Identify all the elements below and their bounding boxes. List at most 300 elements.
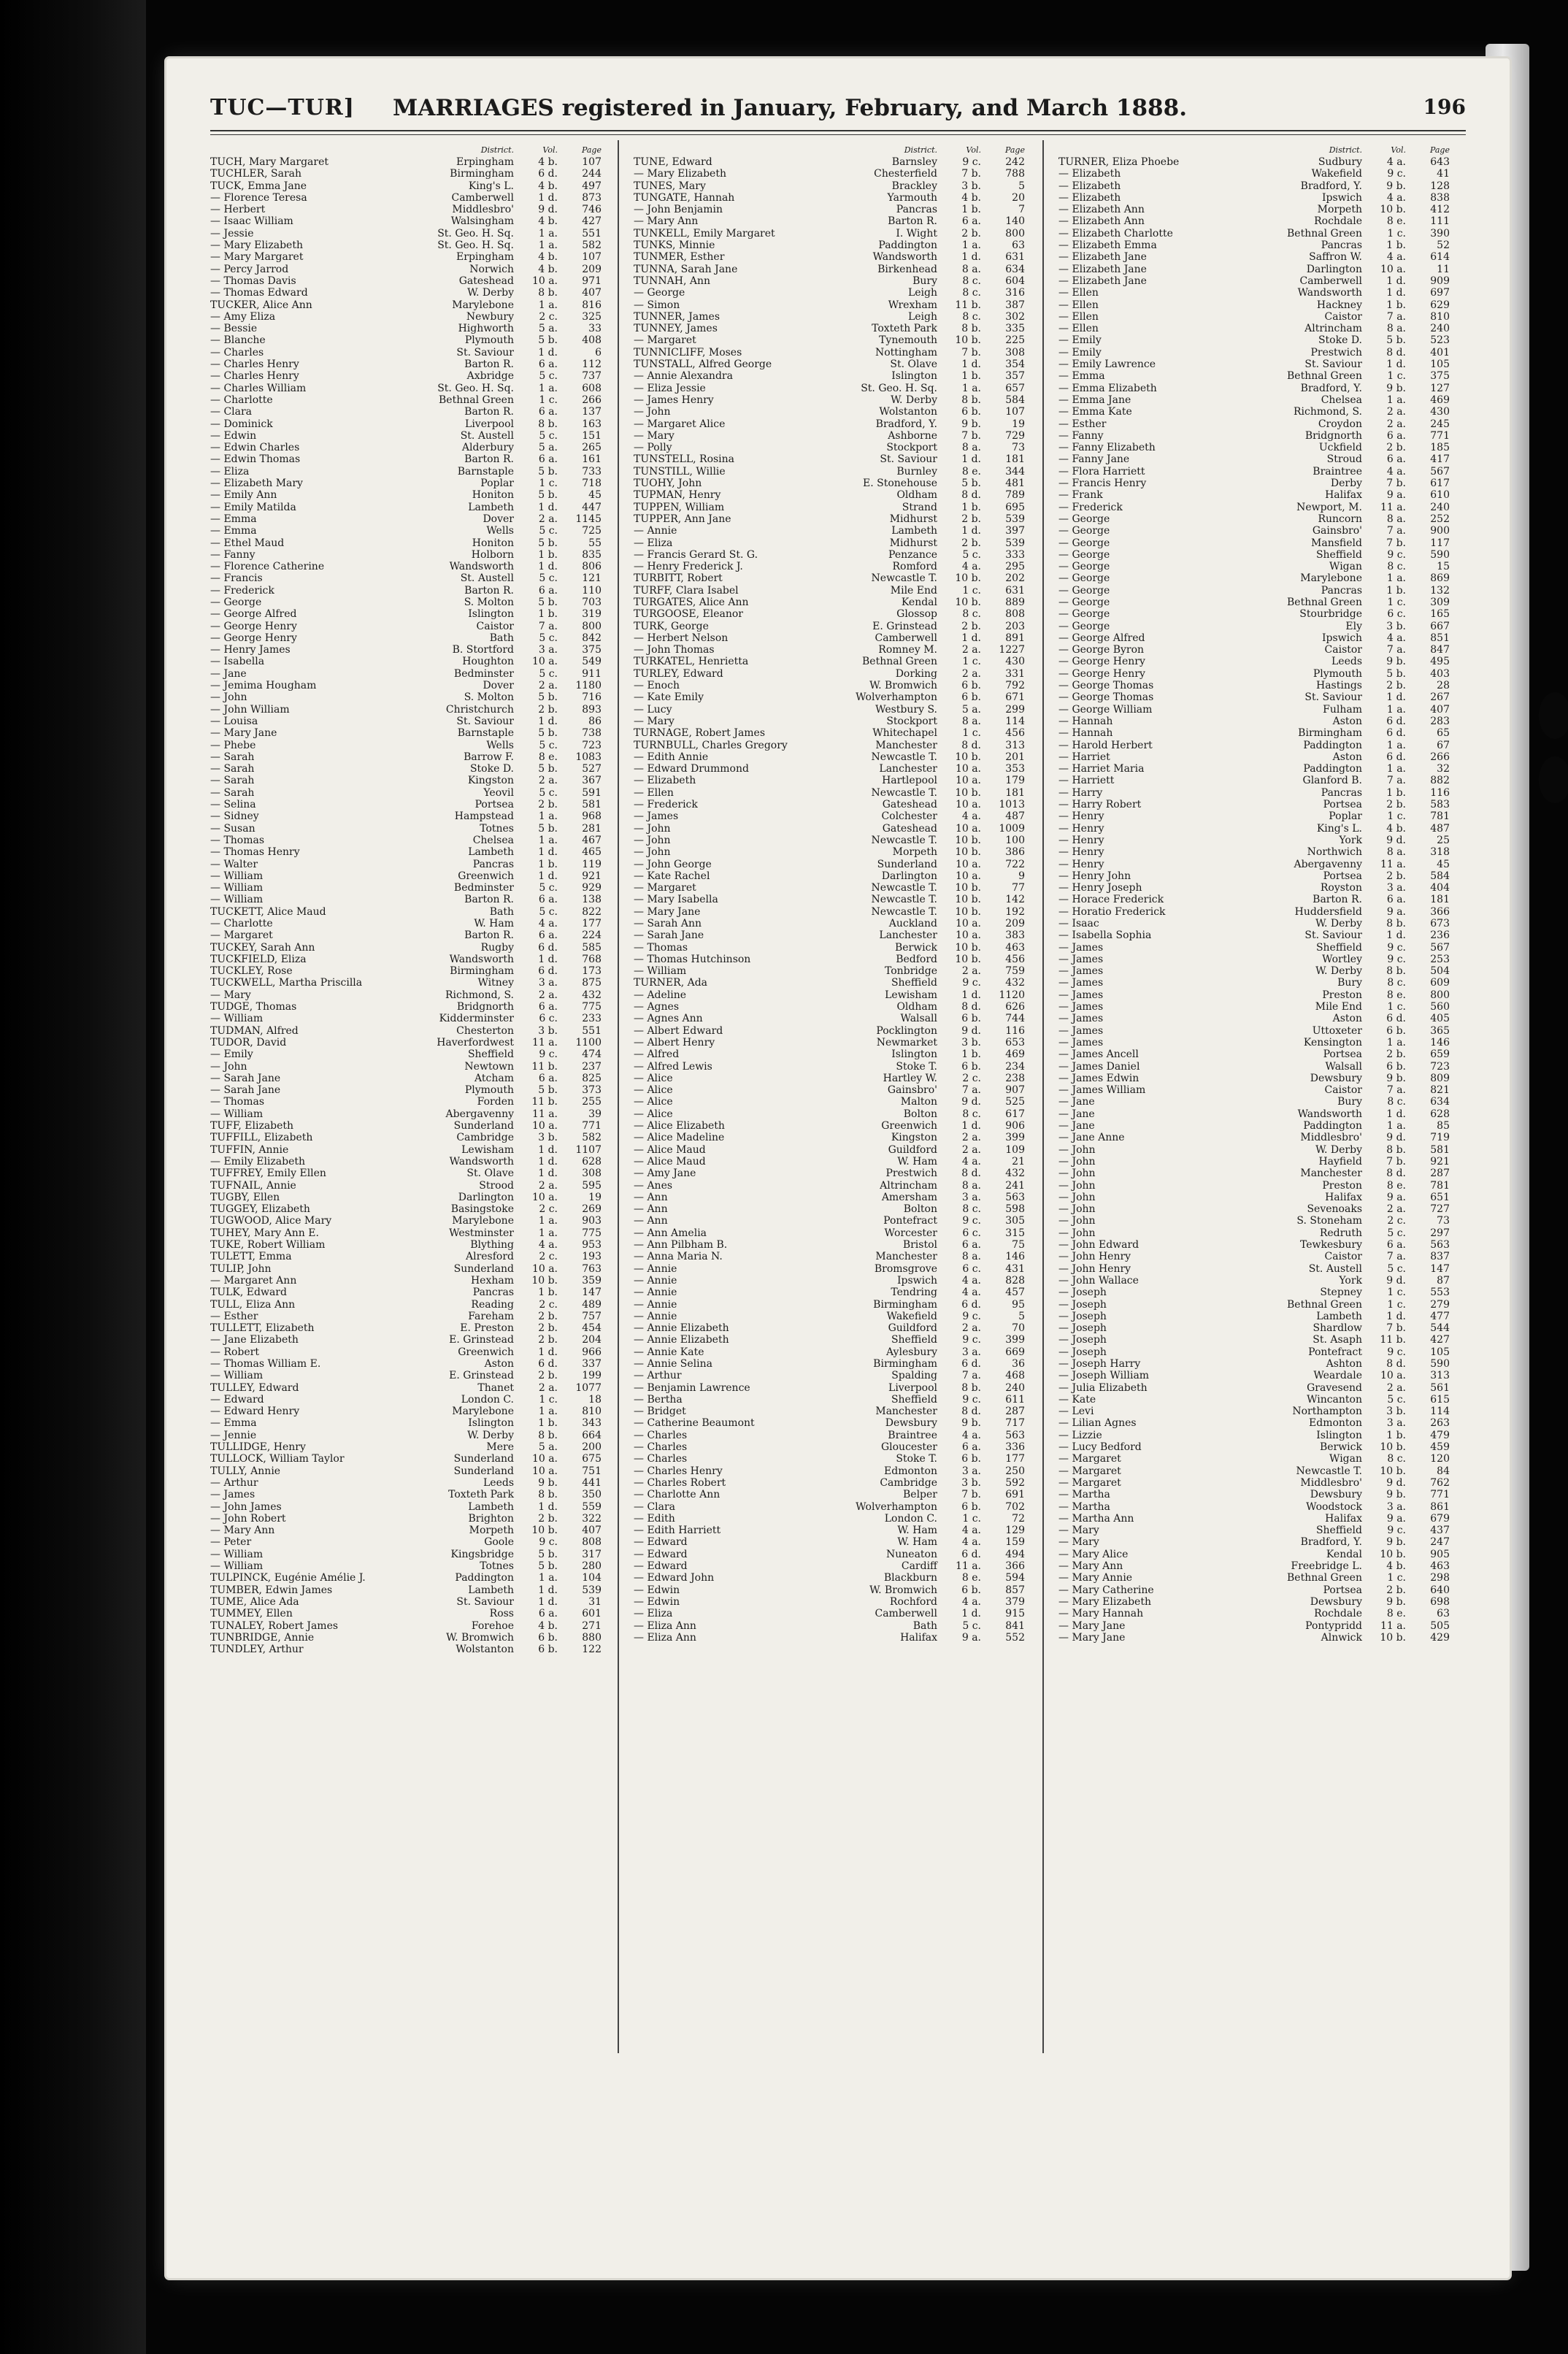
register-entry [1058, 835, 1453, 846]
entry-volume: 8 a. [961, 263, 981, 275]
entry-name-district [634, 989, 940, 1001]
header-rule-thin [210, 134, 1466, 135]
entry-name-district [210, 1203, 517, 1215]
entry-name: — Frederick [210, 584, 274, 597]
register-entry [210, 489, 604, 501]
entry-name-district [1058, 1084, 1365, 1096]
entry-district: Dewsbury [885, 1417, 937, 1430]
entry-name: — Margaret [634, 882, 696, 894]
entry-name: — Enoch [634, 680, 680, 692]
entry-name-district [1058, 846, 1365, 858]
entry-page: 525 [1005, 1096, 1025, 1108]
entry-district: Newmarket [876, 1036, 937, 1048]
register-entry [210, 1299, 604, 1311]
entry-name: — Sidney [210, 810, 259, 823]
register-entry [210, 1572, 604, 1584]
entry-page: 505 [1430, 1619, 1450, 1632]
entry-page: 757 [582, 1310, 602, 1322]
entry-page: 809 [1430, 1072, 1450, 1084]
entry-volume: 1 b. [961, 204, 981, 216]
register-entry [1058, 1382, 1453, 1394]
entry-volume: 10 b. [955, 941, 981, 954]
entry-name: — Mary Catherine [1058, 1584, 1154, 1596]
entry-volume: 10 b. [1380, 1441, 1406, 1454]
entry-name: — William [210, 870, 264, 882]
register-entry [210, 287, 604, 299]
entry-page: 110 [582, 584, 602, 597]
entry-name: — Ellen [634, 786, 674, 799]
entry-volume: 7 a. [961, 1370, 981, 1382]
entry-name-district [634, 1572, 940, 1584]
entry-district: Pocklington [876, 1024, 937, 1037]
register-entry [1058, 1168, 1453, 1179]
entry-page: 266 [1430, 751, 1450, 763]
entry-district: Yeovil [483, 786, 514, 799]
register-entry [210, 691, 604, 703]
entry-volume: 1 d. [538, 1346, 558, 1358]
register-entry [634, 442, 1028, 453]
punch-hole [1539, 692, 1568, 739]
entry-district: Barton R. [464, 406, 514, 418]
entry-district: Northwich [1307, 846, 1362, 859]
entry-name: — Henry Frederick J. [634, 561, 743, 573]
entry-page: 209 [582, 263, 602, 275]
entry-page: 427 [582, 215, 602, 228]
entry-name: — George William [1058, 703, 1153, 716]
entry-volume: 1 a. [538, 810, 558, 823]
entry-name-district [1058, 1334, 1365, 1346]
entry-district: Hartley W. [883, 1072, 937, 1084]
entry-name: — Alfred [634, 1048, 680, 1061]
entry-district: Darlington [881, 870, 937, 882]
entry-volume: 1 b. [1386, 584, 1406, 597]
entry-volume: 1 d. [961, 525, 981, 537]
register-entry [634, 215, 1028, 227]
register-entry [634, 1406, 1028, 1417]
entry-name-district [634, 1084, 940, 1096]
register-entry [210, 215, 604, 227]
entry-name-district [1058, 549, 1365, 561]
entry-name: — Lilian Agnes [1058, 1417, 1137, 1430]
entry-volume: 7 a. [961, 1084, 981, 1097]
entry-district: Camberwell [451, 191, 514, 204]
entry-name-district [634, 954, 940, 965]
register-entry [1058, 621, 1453, 632]
entry-district: Darlington [1306, 263, 1362, 275]
register-entry [210, 561, 604, 572]
entry-name-district [634, 656, 940, 667]
register-entry [210, 716, 604, 727]
entry-volume: 6 d. [1386, 751, 1406, 763]
entry-name: — Edward Henry [210, 1406, 300, 1418]
entry-name: — Florence Teresa [210, 191, 307, 204]
entry-district: Wakefield [886, 1310, 937, 1322]
entry-name: — Alice Elizabeth [634, 1120, 725, 1132]
entry-page: 567 [1430, 465, 1450, 478]
entry-district: Leigh [907, 287, 937, 299]
entry-volume: 9 b. [1386, 1595, 1406, 1608]
register-entry [210, 513, 604, 525]
entry-district: Cambridge [456, 1132, 514, 1144]
entry-name-district [634, 442, 940, 453]
entry-volume: 5 c. [539, 786, 558, 799]
entry-district: St. Asaph [1313, 1334, 1362, 1346]
entry-volume: 5 c. [539, 667, 558, 680]
entry-name-district [634, 287, 940, 299]
entry-name-district [210, 1513, 517, 1525]
entry-page: 746 [582, 204, 602, 216]
entry-name-district [1058, 180, 1365, 192]
entry-district: St. Saviour [1304, 359, 1362, 371]
entry-page: 383 [1005, 929, 1025, 942]
entry-name: — George [1058, 537, 1110, 549]
entry-volume: 5 b. [961, 478, 981, 490]
register-entry [634, 1370, 1028, 1381]
entry-volume: 3 b. [961, 1476, 981, 1489]
entry-volume: 6 a. [538, 1608, 558, 1620]
entry-district: Axbridge [466, 370, 514, 383]
register-entry [1058, 823, 1453, 835]
entry-district: W. Ham [897, 1525, 937, 1537]
entry-page: 432 [1005, 977, 1025, 989]
entry-district: Prestwich [1310, 346, 1362, 359]
entry-volume: 5 b. [538, 334, 558, 347]
entry-district: Ashton [1326, 1357, 1362, 1370]
entry-name-district [634, 1227, 940, 1239]
entry-page: 643 [1430, 156, 1450, 168]
entry-volume: 1 a. [538, 1215, 558, 1227]
register-entry [1058, 311, 1453, 323]
register-entry [210, 1108, 604, 1120]
entry-name: — Fanny Jane [1058, 453, 1130, 466]
entry-volume: 5 b. [538, 465, 558, 478]
entry-volume: 10 b. [1380, 1631, 1406, 1644]
entry-name-district [1058, 418, 1365, 430]
entry-page: 225 [1005, 334, 1025, 347]
entry-page: 407 [582, 287, 602, 299]
entry-district: Paddington [1303, 1120, 1362, 1132]
register-entry [210, 704, 604, 716]
entry-district: Morpeth [469, 1525, 514, 1537]
register-entry [210, 799, 604, 810]
register-entry [634, 513, 1028, 525]
entry-page: 111 [1430, 215, 1450, 228]
register-entry [634, 299, 1028, 311]
entry-district: Middlesbro' [452, 204, 514, 216]
entry-district: Paddington [878, 239, 937, 252]
entry-volume: 6 a. [961, 1441, 981, 1454]
entry-name: — Susan [210, 822, 255, 835]
entry-name-district [210, 251, 517, 263]
register-entry [1058, 1108, 1453, 1120]
entry-volume: 5 b. [538, 691, 558, 704]
entry-district: York [1339, 1274, 1362, 1287]
entry-name: — Ann [634, 1191, 668, 1203]
column-header-vol: Vol. [1391, 145, 1406, 155]
entry-name: — James Henry [634, 394, 714, 406]
entry-district: Romford [892, 561, 937, 573]
entry-name: — James [1058, 941, 1104, 954]
entry-name: — John [634, 834, 671, 846]
register-entry [1058, 156, 1453, 168]
register-entry [634, 1239, 1028, 1251]
entry-volume: 9 d. [1386, 1476, 1406, 1489]
entry-volume: 9 b. [1386, 1072, 1406, 1084]
entry-district: Rochdale [1314, 215, 1362, 228]
register-entry [634, 870, 1028, 882]
entry-name: — Margaret [1058, 1476, 1121, 1489]
register-entry [210, 442, 604, 453]
entry-volume: 7 b. [1386, 1322, 1406, 1335]
entry-name-district [210, 1120, 517, 1132]
entry-volume: 3 a. [1386, 1500, 1406, 1513]
entry-page: 968 [582, 810, 602, 823]
entry-page: 457 [1005, 1287, 1025, 1299]
entry-name-district [634, 906, 940, 918]
entry-page: 142 [1005, 894, 1025, 906]
entry-district: Hayfield [1318, 1155, 1362, 1168]
entry-name: TUCH, Mary Margaret [210, 156, 328, 168]
register-entry [1058, 1001, 1453, 1013]
entry-page: 581 [1430, 1143, 1450, 1156]
entry-name-district [1058, 656, 1365, 667]
entry-page: 104 [582, 1572, 602, 1584]
entry-name-district [210, 656, 517, 667]
entry-name-district [634, 1144, 940, 1156]
entry-district: Bridgnorth [1304, 429, 1362, 442]
register-entry [1058, 1180, 1453, 1192]
entry-volume: 9 c. [1387, 168, 1406, 180]
register-entry [1058, 1215, 1453, 1227]
entry-volume: 6 a. [538, 1001, 558, 1013]
entry-name-district [210, 882, 517, 894]
entry-name-district [210, 1394, 517, 1406]
entry-volume: 2 a. [1386, 406, 1406, 418]
entry-name-district [1058, 1358, 1365, 1370]
entry-page: 523 [1430, 334, 1450, 347]
register-entry [1058, 1560, 1453, 1572]
entry-name: — Edward [634, 1548, 688, 1560]
register-entry [634, 1013, 1028, 1024]
entry-volume: 6 c. [962, 1227, 981, 1239]
entry-volume: 9 d. [1386, 1274, 1406, 1287]
entry-page: 147 [582, 1287, 602, 1299]
entry-name-district [210, 787, 517, 799]
entry-district: W. Bromwich [869, 680, 937, 692]
register-entry [1058, 751, 1453, 763]
entry-page: 1100 [575, 1036, 602, 1048]
entry-page: 146 [1005, 1251, 1025, 1263]
register-entry [1058, 1025, 1453, 1037]
entry-name-district [1058, 453, 1365, 465]
entry-district: Newport, M. [1296, 501, 1362, 513]
entry-district: Hexham [470, 1274, 514, 1287]
entry-district: Barnstaple [457, 465, 514, 478]
entry-name: — Sarah [210, 751, 255, 763]
register-entry [1058, 383, 1453, 394]
register-entry [1058, 1394, 1453, 1406]
entry-district: Holborn [471, 548, 514, 561]
entry-page: 159 [1005, 1536, 1025, 1549]
entry-volume: 5 b. [538, 489, 558, 502]
entry-name-district [210, 334, 517, 346]
register-entry [634, 1358, 1028, 1370]
entry-page: 909 [1430, 275, 1450, 287]
entry-name: — Eliza Ann [634, 1631, 696, 1644]
entry-district: Hampstead [454, 810, 514, 823]
entry-page: 835 [582, 548, 602, 561]
entry-page: 269 [582, 1203, 602, 1216]
entry-page: 553 [1430, 1287, 1450, 1299]
register-entry [634, 1037, 1028, 1048]
entry-page: 953 [582, 1239, 602, 1251]
entry-district: Redruth [1319, 1227, 1362, 1239]
entry-name: — Joseph William [1058, 1370, 1150, 1382]
entry-volume: 1 d. [1386, 359, 1406, 371]
entry-page: 432 [1005, 1168, 1025, 1180]
entry-volume: 1 a. [1386, 703, 1406, 716]
entry-page: 861 [1430, 1500, 1450, 1513]
entry-name: — Harriet [1058, 751, 1110, 763]
entry-volume: 8 b. [961, 1381, 981, 1394]
entry-name: — Margaret [1058, 1465, 1121, 1477]
register-entry [634, 1525, 1028, 1536]
entry-name-district [210, 1144, 517, 1156]
entry-page: 179 [1005, 775, 1025, 787]
register-entry [634, 1203, 1028, 1215]
register-entry [634, 1120, 1028, 1132]
entry-name-district [1058, 525, 1365, 537]
index-range: TUC—TUR] [210, 95, 355, 120]
register-entry [1058, 251, 1453, 263]
register-entry [1058, 1096, 1453, 1108]
entry-page: 63 [1012, 239, 1025, 252]
entry-page: 250 [1005, 1465, 1025, 1477]
entry-name-district [634, 1180, 940, 1192]
entry-name: — Annie Kate [634, 1346, 704, 1358]
register-entry [1058, 359, 1453, 370]
entry-volume: 10 b. [1380, 204, 1406, 216]
entry-volume: 6 c. [962, 1262, 981, 1275]
register-entry [210, 644, 604, 656]
entry-district: Lambeth [468, 1584, 514, 1596]
entry-volume: 1 b. [538, 1417, 558, 1430]
entry-name: — Emma [1058, 370, 1105, 383]
entry-name-district [1058, 275, 1365, 287]
entry-name-district [634, 929, 940, 941]
entry-name: TURFF, Clara Isabel [634, 584, 739, 597]
entry-page: 313 [1430, 1370, 1450, 1382]
entry-volume: 1 d. [538, 1584, 558, 1596]
entry-name-district [1058, 1549, 1365, 1560]
entry-volume: 9 d. [961, 1024, 981, 1037]
register-entry [1058, 180, 1453, 192]
entry-name-district [634, 192, 940, 204]
entry-district: Lambeth [468, 846, 514, 859]
entry-page: 800 [1005, 227, 1025, 239]
entry-name-district [634, 1596, 940, 1608]
register-entry [1058, 597, 1453, 608]
register-entry [210, 740, 604, 751]
entry-page: 7 [1018, 204, 1025, 216]
entry-volume: 1 c. [1387, 596, 1406, 608]
entry-district: Stockport [886, 442, 937, 454]
register-entry [210, 965, 604, 977]
entry-page: 121 [582, 572, 602, 585]
entry-volume: 8 b. [538, 1489, 558, 1501]
entry-name-district [634, 1251, 940, 1262]
register-entry [634, 846, 1028, 858]
entry-name-district [634, 942, 940, 954]
entry-name-district [1058, 810, 1365, 822]
entry-name-district [634, 513, 940, 525]
entry-name-district [210, 478, 517, 489]
entry-name: — James [1058, 953, 1104, 965]
entry-name: — Thomas Hutchinson [634, 953, 751, 965]
entry-name: — Charles Henry [210, 370, 299, 383]
entry-district: Sevenoaks [1307, 1203, 1362, 1216]
entry-name: — Elizabeth Charlotte [1058, 227, 1173, 239]
entry-page: 203 [1005, 620, 1025, 632]
entry-volume: 6 d. [538, 168, 558, 180]
register-entry [210, 1025, 604, 1037]
entry-page: 86 [588, 715, 602, 727]
entry-district: Bath [912, 1619, 937, 1632]
register-entry [634, 882, 1028, 894]
entry-volume: 4 b. [1386, 1560, 1406, 1573]
entry-name: — Elizabeth [1058, 168, 1121, 180]
entry-name: — James Edwin [1058, 1072, 1140, 1084]
entry-name-district [1058, 775, 1365, 786]
entry-name: TUHEY, Mary Ann E. [210, 1227, 319, 1239]
entry-name: — Margaret Alice [634, 418, 726, 430]
entry-district: Croydon [1318, 418, 1362, 430]
entry-page: 318 [1430, 846, 1450, 859]
entry-volume: 10 b. [955, 905, 981, 918]
entry-name: — Annie Elizabeth [634, 1322, 729, 1335]
entry-name-district [634, 1406, 940, 1417]
entry-volume: 1 b. [1386, 786, 1406, 799]
entry-district: Auckland [888, 918, 937, 929]
entry-volume: 5 c. [962, 548, 981, 561]
entry-district: St. Saviour [1304, 691, 1362, 704]
entry-name-district [634, 1263, 940, 1275]
entry-volume: 5 c. [1387, 1393, 1406, 1406]
entry-page: 921 [582, 870, 602, 882]
entry-name-district [210, 894, 517, 905]
register-entry [210, 1203, 604, 1215]
register-entry [634, 1513, 1028, 1525]
entry-name: — William [210, 1548, 264, 1560]
entry-name: — Joseph [1058, 1346, 1107, 1358]
entry-district: Lambeth [891, 525, 937, 537]
entry-volume: 8 d. [1386, 1168, 1406, 1180]
register-entry [634, 156, 1028, 168]
entry-page: 487 [1005, 810, 1025, 823]
register-entry [634, 239, 1028, 251]
entry-district: Bradford, Y. [875, 418, 937, 430]
entry-name: — Eliza Jessie [634, 382, 706, 394]
entry-district: Cambridge [880, 1476, 937, 1489]
entry-name-district [1058, 204, 1365, 215]
entry-name: TURK, George [634, 620, 709, 632]
register-entry [634, 585, 1028, 597]
register-entry [634, 572, 1028, 584]
entry-name: — Bertha [634, 1393, 683, 1406]
entry-volume: 5 c. [1387, 1262, 1406, 1275]
register-entry [634, 751, 1028, 763]
entry-name-district [1058, 1417, 1365, 1429]
